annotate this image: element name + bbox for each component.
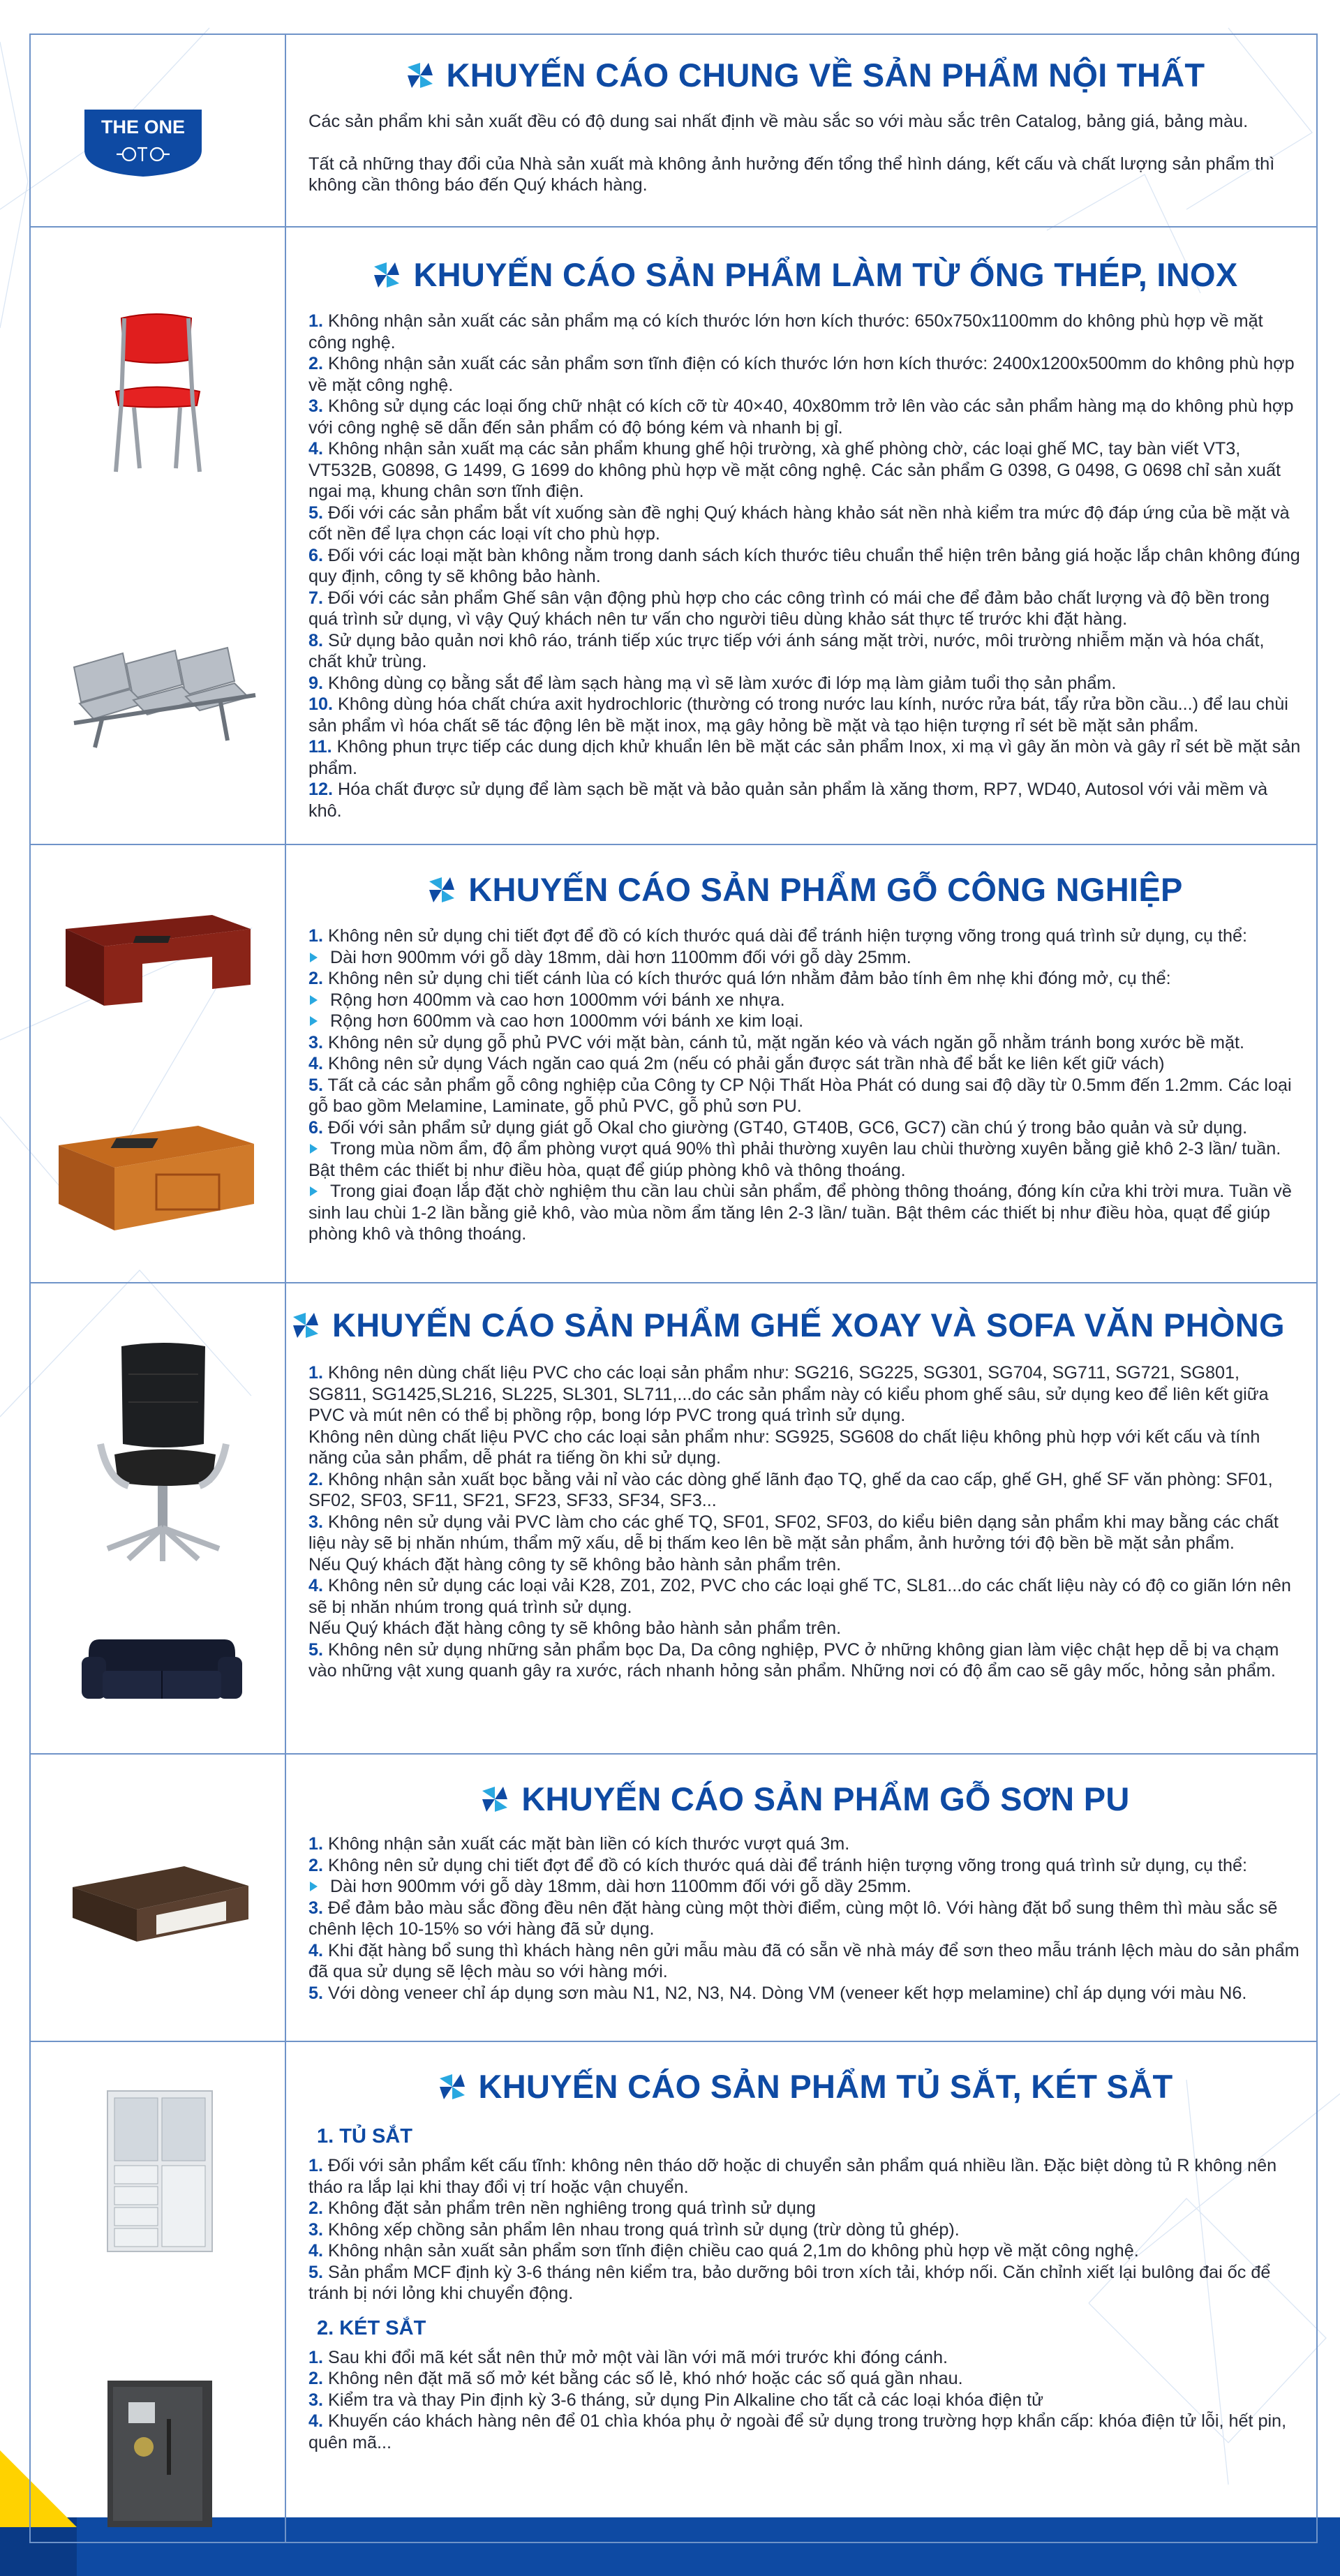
- section-swivel-chair-sofa: [29, 1282, 1318, 1755]
- advisory-item: [308, 2219, 1302, 2241]
- section-pu-wood: [29, 1753, 1318, 2042]
- item-number: 1.: [308, 1363, 324, 1383]
- section-industrial-wood: [29, 844, 1318, 1283]
- advisory-item: [308, 588, 1302, 630]
- section-title-text: KHUYẾN CÁO SẢN PHẨM GỖ CÔNG NGHIỆP: [468, 871, 1183, 908]
- item-text: Không nên dùng chất liệu PVC cho các loại sản phẩm như: SG925, SG608 do chất liệu không phù hợp với kết cấu và tính năng của sản phẩm, dễ phát ra tiếng ồn khi sử dụng.: [308, 1427, 1260, 1468]
- advisory-item: [308, 502, 1302, 545]
- safe-image: [100, 2377, 219, 2531]
- item-number: 4.: [308, 1940, 324, 1960]
- svg-text:THE ONE: THE ONE: [100, 117, 186, 137]
- item-number: 6.: [308, 545, 324, 565]
- section-title: [308, 1780, 1302, 1818]
- item-text: Đối với sản phẩm sử dụng giát gỗ Okal cho giường (GT40, GT40B, GC6, GC7) cần chú ý trong bảo quản và sử dụng.: [323, 1117, 1248, 1138]
- advisory-item: [308, 1833, 1302, 1855]
- advisory-item: [308, 2262, 1302, 2305]
- item-text: Không nhận sản xuất các sản phẩm mạ có kích thước lớn hơn kích thước: 650x750x1100mm do không phù hợp về mặt công nghệ.: [308, 311, 1263, 352]
- item-text: Kiểm tra và thay Pin định kỳ 3-6 tháng, sử dụng Pin Alkaline cho tất cả các loại khóa điện tử: [323, 2390, 1044, 2410]
- item-text: Không nên sử dụng chi tiết đợt để đồ có kích thước quá dài để tránh hiện tượng võng trong quá trình sử dụng, cụ thể:: [323, 1855, 1248, 1875]
- advisory-item: [308, 673, 1302, 694]
- the-one-logo: [83, 108, 203, 178]
- paragraph: Tất cả những thay đổi của Nhà sản xuất mà không ảnh hưởng đến tổng thể hình dáng, kết cấu và chất lượng sản phẩm thì không cần thông báo đến Quý khách hàng.: [308, 154, 1275, 195]
- image-cell: [31, 1755, 286, 2041]
- advisory-item: [308, 968, 1302, 990]
- item-text: Không nên sử dụng gỗ phủ PVC với mặt bàn, cánh tủ, mặt ngăn kéo và vách ngăn gỗ nhằm tránh bong xước bề mặt.: [323, 1032, 1244, 1052]
- bullet-triangle-icon: [310, 1016, 318, 1026]
- item-number: 1.: [308, 311, 324, 331]
- item-number: 4.: [308, 1054, 324, 1073]
- section-body: [308, 2347, 1302, 2454]
- item-number: 9.: [308, 673, 324, 693]
- item-text: Dài hơn 900mm với gỗ dày 18mm, dài hơn 1100mm đối với gỗ dầy 25mm.: [330, 1877, 911, 1896]
- section-body: [308, 925, 1302, 1245]
- logo-cell: [31, 35, 286, 226]
- item-number: 1.: [308, 2156, 324, 2175]
- subheading-steel-cabinet: 1. TỦ SẮT: [317, 2125, 412, 2147]
- wood-desk-dark-image: [52, 908, 261, 1013]
- item-text: Không nên sử dụng các loại vải K28, Z01, Z02, PVC cho các loại ghế TC, SL81...do các chất liệu này có độ co giãn lớn nên sẽ bị nhăn nhúm trong quá trình sử dụng.: [308, 1576, 1291, 1617]
- item-text: Nếu Quý khách đặt hàng công ty sẽ không bảo hành sản phẩm trên.: [308, 1618, 842, 1638]
- item-text: Đối với sản phẩm kết cấu tĩnh: không nên tháo dỡ hoặc di chuyển sản phẩm quá nhiều lần. Đặc biệt dòng tủ R không nên tháo ra lắp lại khi thay đổi vị trí hoặc vận chuyển.: [308, 2156, 1277, 2197]
- advisory-item: [308, 2390, 1302, 2411]
- advisory-item: [308, 779, 1302, 821]
- advisory-item: [308, 396, 1302, 438]
- advisory-item: [308, 2155, 1302, 2198]
- item-number: 3.: [308, 2219, 324, 2240]
- advisory-item: [308, 990, 1302, 1011]
- item-text: Trong mùa nồm ẩm, độ ẩm phòng vượt quá 90% thì phải thường xuyên lau chùi thường xuyên bằng giẻ khô 2-3 lần/ tuần. Bật thêm các thiết bị như điều hòa, quạt để giúp phòng khô và thông thoáng.: [308, 1139, 1281, 1180]
- item-number: 12.: [308, 780, 334, 799]
- wood-desk-orange-image: [52, 1117, 261, 1236]
- bench-seating-image: [60, 646, 269, 751]
- office-chair-image: [80, 1339, 247, 1570]
- item-number: 3.: [308, 2390, 324, 2410]
- advisory-item: [308, 438, 1302, 502]
- steel-cabinet-image: [104, 2087, 216, 2255]
- advisory-item: [308, 1053, 1302, 1075]
- section-title-text: KHUYẾN CÁO CHUNG VỀ SẢN PHẨM NỘI THẤT: [446, 57, 1205, 94]
- red-chair-image: [73, 304, 240, 479]
- item-number: 1.: [308, 926, 324, 946]
- item-text: Hóa chất được sử dụng để làm sạch bề mặt và bảo quản sản phẩm là xăng thơm, RP7, WD40, Autosol với vải mềm và khô.: [308, 780, 1268, 821]
- advisory-item: [308, 1940, 1302, 1983]
- item-text: Đối với các loại mặt bàn không nằm trong danh sách kích thước tiêu chuẩn thể hiện trên bảng giá hoặc lắp chân không đúng quy định, công ty sẽ không bảo hành.: [308, 545, 1300, 586]
- wood-text-cell: [286, 845, 1316, 1282]
- safe-text-cell: [286, 2042, 1316, 2542]
- item-number: 6.: [308, 1117, 324, 1138]
- item-text: Sử dụng bảo quản nơi khô ráo, tránh tiếp xúc trực tiếp với ánh sáng mặt trời, nước, môi trường nhiễm mặn và hóa chất, chất khử trùng.: [308, 630, 1265, 671]
- pinwheel-icon: [438, 2073, 466, 2101]
- item-number: 3.: [308, 396, 324, 416]
- item-text: Không xếp chồng sản phẩm lên nhau trong quá trình sử dụng (trừ dòng tủ ghép).: [323, 2219, 960, 2240]
- advisory-item: [308, 630, 1302, 673]
- item-text: Khuyến cáo khách hàng nên để 01 chìa khóa phụ ở ngoài để sử dụng trong trường hợp khẩn cấp: khóa điện tử lỗi, hết pin, quên mã...: [308, 2411, 1287, 2452]
- item-number: 5.: [308, 502, 324, 523]
- item-number: 10.: [308, 694, 334, 714]
- item-text: Rộng hơn 400mm và cao hơn 1000mm với bánh xe nhựa.: [330, 990, 785, 1010]
- advisory-item: [308, 1032, 1302, 1054]
- item-number: 2.: [308, 969, 324, 988]
- advisory-item: [308, 2368, 1302, 2390]
- item-number: 3.: [308, 1512, 324, 1532]
- image-cell: [31, 228, 286, 844]
- advisory-item: [308, 1575, 1302, 1618]
- section-body: [308, 1833, 1302, 2004]
- item-text: Không nên sử dụng chi tiết đợt để đồ có kích thước quá dài để tránh hiện tượng võng trong quá trình sử dụng, cụ thể:: [323, 926, 1248, 946]
- section-title: [308, 2067, 1302, 2106]
- chair-text-cell: [286, 1283, 1316, 1753]
- advisory-item: [308, 1117, 1302, 1139]
- advisory-item: [308, 2198, 1302, 2219]
- item-text: Rộng hơn 600mm và cao hơn 1000mm với bánh xe kim loại.: [330, 1011, 804, 1031]
- advisory-item: [308, 311, 1302, 353]
- item-text: Nếu Quý khách đặt hàng công ty sẽ không bảo hành sản phẩm trên.: [308, 1554, 842, 1574]
- advisory-item: [308, 1512, 1302, 1554]
- image-cell: [31, 845, 286, 1282]
- section-title: [292, 1306, 1302, 1344]
- item-number: 5.: [308, 1983, 324, 2003]
- item-text: Không nên sử dụng chi tiết cánh lùa có kích thước quá lớn nhằm đảm bảo tính êm nhẹ khi đóng mở, cụ thể:: [323, 969, 1171, 988]
- advisory-item: [308, 1554, 1302, 1576]
- sofa-image: [78, 1632, 246, 1709]
- pinwheel-icon: [428, 876, 456, 904]
- advisory-item: [308, 2240, 1302, 2262]
- item-number: 2.: [308, 354, 324, 373]
- item-text: Không nên sử dụng Vách ngăn cao quá 2m (nếu có phải gắn được sát trần nhà để bắt ke liên kết giữ vách): [323, 1054, 1165, 1073]
- item-number: 5.: [308, 1075, 324, 1095]
- item-text: Với dòng veneer chỉ áp dụng sơn màu N1, N2, N3, N4. Dòng VM (veneer kết hợp melamine) chỉ áp dụng với màu N6.: [323, 1983, 1247, 2003]
- item-number: 4.: [308, 1576, 324, 1595]
- section-title-text: KHUYẾN CÁO SẢN PHẨM GHẾ XOAY VÀ SOFA VĂN PHÒNG: [332, 1306, 1285, 1343]
- section-body: [308, 111, 1302, 196]
- item-text: Đối với các sản phẩm Ghế sân vận động phù hợp cho các công trình có mái che để đảm bảo chất lượng và độ bền trong quá trình sử dụng, vì vậy Quý khách nên tư vấn cho người tiêu dùng khảo sát thực tế trước khi đặt hàng.: [308, 588, 1270, 629]
- advisory-item: [308, 1469, 1302, 1512]
- advisory-item: [308, 1427, 1302, 1469]
- item-number: 4.: [308, 2411, 324, 2431]
- image-cell: [31, 2042, 286, 2542]
- advisory-item: [308, 1618, 1302, 1639]
- item-text: Không đặt sản phẩm trên nền nghiêng trong quá trình sử dụng: [323, 2198, 816, 2218]
- subheading-safe: 2. KÉT SẮT: [317, 2316, 426, 2339]
- advisory-item: [308, 736, 1302, 779]
- steel-text-cell: [286, 228, 1316, 844]
- section-body: [308, 2155, 1302, 2305]
- section-title: [308, 255, 1302, 294]
- advisory-item: [308, 2347, 1302, 2369]
- advisory-item: [308, 1011, 1302, 1032]
- advisory-item: [308, 1639, 1302, 1682]
- bullet-triangle-icon: [310, 995, 318, 1005]
- section-title-text: KHUYẾN CÁO SẢN PHẨM GỖ SƠN PU: [521, 1780, 1130, 1817]
- image-cell: [31, 1283, 286, 1753]
- advisory-item: [308, 947, 1302, 969]
- advisory-item: [308, 1138, 1302, 1181]
- advisory-item: [308, 1983, 1302, 2004]
- bullet-triangle-icon: [310, 1186, 318, 1196]
- section-steel: [29, 226, 1318, 845]
- item-number: 3.: [308, 1032, 324, 1052]
- item-number: 8.: [308, 630, 324, 650]
- advisory-item: [308, 1898, 1302, 1940]
- item-text: Dài hơn 900mm với gỗ dày 18mm, dài hơn 1100mm đối với gỗ dày 25mm.: [330, 947, 911, 967]
- advisory-item: [308, 545, 1302, 588]
- item-number: 1.: [308, 2347, 324, 2367]
- pu-text-cell: [286, 1755, 1316, 2041]
- item-text: Sản phẩm MCF định kỳ 3-6 tháng nên kiểm tra, bảo dưỡng bôi trơn xích tải, khớp nối. Căn chỉnh xiết lại bulông đai ốc để tránh bị nới lỏng khi chuyển động.: [308, 2262, 1271, 2303]
- bullet-triangle-icon: [310, 1144, 318, 1154]
- item-text: Trong giai đoạn lắp đặt chờ nghiệm thu cần lau chùi sản phẩm, để phòng thông thoáng, đóng kín cửa khi trời mưa. Tuần về sinh lau chùi 1-2 lần bằng giẻ khô, vào mùa nồm ẩm tăng lên 2-3 lần/ tuần. Bật thêm các thiết bị như điều hòa, quạt để giúp phòng khô và thông thoáng.: [308, 1182, 1292, 1244]
- bullet-triangle-icon: [310, 953, 318, 962]
- item-text: Không phun trực tiếp các dung dịch khử khuẩn lên bề mặt các sản phẩm Inox, xi mạ vì gây ăn mòn và gây rỉ sét bề mặt sản phẩm.: [308, 737, 1301, 778]
- item-text: Không nên sử dụng những sản phẩm bọc Da, Da công nghiệp, PVC ở những không gian làm việc chật hẹp dễ bị va chạm vào những vật xung quanh gây ra xước, rách nhanh hỏng sản phẩm. Những nơi có độ ẩm cao sẽ gây mốc, hỏng sản phẩm.: [308, 1639, 1279, 1681]
- item-text: Tất cả các sản phẩm gỗ công nghiệp của Công ty CP Nội Thất Hòa Phát có dung sai độ dầy từ 0.5mm đến 1.2mm. Các loại gỗ bao gồm Melamine, Laminate, gỗ phủ PVC, gỗ phủ sơn PU.: [308, 1075, 1292, 1116]
- item-text: Không nên dùng chất liệu PVC cho các loại sản phẩm như: SG216, SG225, SG301, SG704, SG711, SG721, SG801, SG811, SG1425,SL216, SL225, SL301, SL711,...do các sản phẩm này có kiểu phom ghế sâu, sử dụng keo để liên kết giữa PVC và mút nên có thể bị phồng rộp, bong lớp PVC trong quá trình sử dụng.: [308, 1363, 1269, 1425]
- item-text: Đối với các sản phẩm bắt vít xuống sàn đề nghị Quý khách hàng khảo sát nền nhà kiểm tra mức độ đáp ứng của bề mặt và cốt nền để lựa chọn các loại vít cho phù hợp.: [308, 502, 1290, 544]
- item-text: Không nên sử dụng vải PVC làm cho các ghế TQ, SF01, SF02, SF03, do kiểu biên dạng sản phẩm khi may bằng các chất liệu này sẽ bị nhăn nhúm, thẩm mỹ xấu, dễ bị thấm keo lên bề mặt sản phẩm, ảnh hưởng tới độ bền bề mặt sản phẩm.: [308, 1512, 1279, 1553]
- pinwheel-icon: [373, 261, 401, 289]
- section-title: [308, 56, 1302, 94]
- advisory-item: [308, 1855, 1302, 1877]
- item-number: 5.: [308, 2262, 324, 2282]
- section-general: [29, 33, 1318, 228]
- item-text: Không nhận sản xuất bọc bằng vải nỉ vào các dòng ghế lãnh đạo TQ, ghế da cao cấp, ghế GH, ghế SF văn phòng: SF01, SF02, SF03, SF11, SF21, SF23, SF33, SF34, SF3...: [308, 1469, 1273, 1510]
- bullet-triangle-icon: [310, 1882, 318, 1891]
- item-number: 3.: [308, 1898, 324, 1918]
- item-text: Không nhận sản xuất các sản phẩm sơn tĩnh điện có kích thước lớn hơn kích thước: 2400x1200x500mm do không phù hợp về mặt công nghệ.: [308, 354, 1295, 395]
- advisory-item: [308, 1876, 1302, 1898]
- item-text: Không nhận sản xuất các mặt bàn liền có kích thước vượt quá 3m.: [323, 1834, 850, 1854]
- coffee-table-image: [66, 1859, 254, 1957]
- item-number: 7.: [308, 588, 324, 608]
- item-number: 4.: [308, 2241, 324, 2261]
- item-number: 2.: [308, 2198, 324, 2218]
- section-title: [308, 870, 1302, 909]
- advisory-item: [308, 1362, 1302, 1427]
- general-text-cell: [286, 35, 1316, 226]
- advisory-item: [308, 694, 1302, 736]
- pinwheel-icon: [292, 1311, 320, 1339]
- item-text: Để đảm bảo màu sắc đồng đều nên đặt hàng cùng một thời điểm, cùng một lô. Với hàng đặt bổ sung thêm thì màu sắc sẽ chênh lệch 10-15% so với hàng đã sử dụng.: [308, 1898, 1278, 1939]
- item-number: 2.: [308, 1469, 324, 1489]
- section-steel-cabinet-safe: [29, 2041, 1318, 2543]
- item-number: 5.: [308, 1639, 324, 1660]
- advisory-item: [308, 1181, 1302, 1245]
- item-number: 2.: [308, 1855, 324, 1875]
- item-text: Không nên đặt mã số mở két bằng các số lẻ, khó nhớ hoặc các số quá gần nhau.: [323, 2369, 963, 2388]
- item-text: Không dùng cọ bằng sắt để làm sạch hàng mạ vì sẽ làm xước đi lớp mạ làm giảm tuổi thọ sản phẩm.: [323, 673, 1117, 693]
- item-number: 4.: [308, 439, 324, 459]
- section-body: [308, 311, 1302, 821]
- item-text: Khi đặt hàng bổ sung thì khách hàng nên gửi mẫu màu đã có sẵn về nhà máy để sơn theo mẫu tránh lệch màu do sản phẩm đã qua sử dụng sẽ lệch màu so với hàng mới.: [308, 1940, 1300, 1981]
- item-text: Không sử dụng các loại ống chữ nhật có kích cỡ từ 40×40, 40x80mm trở lên vào các sản phẩm hàng mạ do không phù hợp với công nghệ sẽ dẫn đến sản phẩm có độ bóng kém và nhanh bị gỉ.: [308, 396, 1294, 438]
- item-number: 2.: [308, 2369, 324, 2388]
- paragraph: Các sản phẩm khi sản xuất đều có độ dung sai nhất định về màu sắc so với màu sắc trên Catalog, bảng giá, bảng màu.: [308, 112, 1249, 131]
- advisory-item: [308, 925, 1302, 947]
- item-text: Không nhận sản xuất sản phẩm sơn tĩnh điện chiều cao quá 2,1m do không phù hợp về mặt công nghệ.: [323, 2241, 1139, 2261]
- item-number: 11.: [308, 737, 332, 757]
- pinwheel-icon: [481, 1785, 509, 1813]
- advisory-item: [308, 1075, 1302, 1117]
- advisory-item: [308, 2411, 1302, 2453]
- section-title-text: KHUYẾN CÁO SẢN PHẨM TỦ SẮT, KÉT SẮT: [478, 2068, 1173, 2105]
- section-title-text: KHUYẾN CÁO SẢN PHẨM LÀM TỪ ỐNG THÉP, INOX: [413, 256, 1238, 293]
- section-body: [308, 1362, 1302, 1682]
- advisory-item: [308, 353, 1302, 396]
- pinwheel-icon: [406, 61, 434, 89]
- item-text: Sau khi đổi mã két sắt nên thử mở một vài lần với mã mới trước khi đóng cánh.: [323, 2347, 948, 2367]
- item-text: Không nhận sản xuất mạ các sản phẩm khung ghế hội trường, xà ghế phòng chờ, các loại ghế MC, tay bàn viết VT3, VT532B, G0898, G 1499, G 1699 do không phù hợp về mặt công nghệ. Các sản phẩm G 0398, G 0498, G 0698 chỉ sản xuất ngai mạ, khung chân sơn tĩnh điện.: [308, 439, 1281, 501]
- item-number: 1.: [308, 1834, 324, 1854]
- item-text: Không dùng hóa chất chứa axit hydrochloric (thường có trong nước lau kính, nước rửa bát, tẩy rửa bồn cầu...) để lau chùi sản phẩm vì hóa chất sẽ tác động lên bề mặt inox, mạ gây hỏng bề mặt và tạo hiện tượng rỉ sét bề mặt sản phẩm.: [308, 694, 1288, 736]
